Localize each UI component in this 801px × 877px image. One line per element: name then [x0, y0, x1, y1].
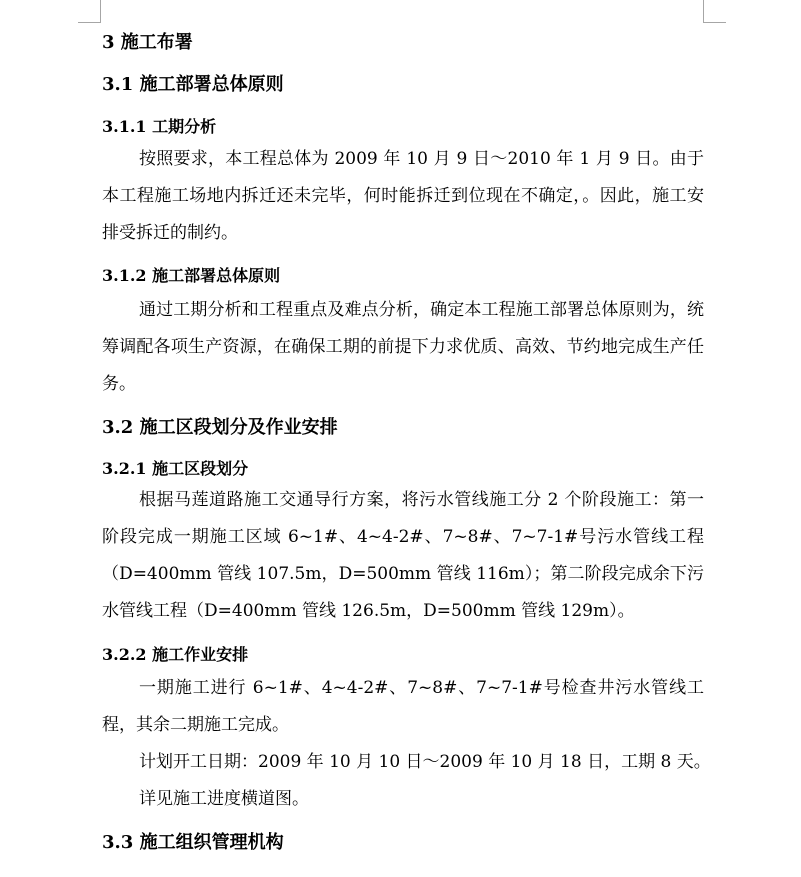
- page-corner-mark-right: [703, 0, 726, 23]
- paragraph-3-2-2-c: 详见施工进度横道图。: [139, 789, 309, 809]
- heading-3-2-2: 3.2.2 施工作业安排: [102, 645, 249, 664]
- paragraph-3-2-2-a: 一期施工进行 6~1#、4~4-2#、7~8#、7~7-1#号检查井污水管线工程，其余二期施工完成。: [102, 678, 704, 735]
- paragraph-3-2-1: 根据马莲道路施工交通导行方案，将污水管线施工分 2 个阶段施工：第一阶段完成一期施工区域 6~1#、4~4-2#、7~8#、7~7-1#号污水管线工程（D=400mm 管线 107.5m，D=500mm 管线 116m）；第二阶段完成余下污水管线工程（D=400mm 管线 126.5m，D=500mm 管线 129m）。: [102, 490, 704, 621]
- page-corner-mark-left: [78, 0, 101, 23]
- heading-3-1-2: 3.1.2 施工部署总体原则: [102, 266, 281, 285]
- paragraph-3-2-2-b: 计划开工日期：2009 年 10 月 10 日～2009 年 10 月 18 日，工期 8 天。: [139, 752, 711, 772]
- heading-3-1: 3.1 施工部署总体原则: [102, 74, 284, 95]
- paragraph-3-1-1: 按照要求，本工程总体为 2009 年 10 月 9 日～2010 年 1 月 9 日。由于本工程施工场地内拆迁还未完毕，何时能拆迁到位现在不确定，。因此，施工安排受拆迁的制约。: [102, 149, 704, 243]
- heading-chapter-3: 3 施工布署: [102, 32, 193, 53]
- paragraph-3-1-2: 通过工期分析和工程重点及难点分析，确定本工程施工部署总体原则为，统筹调配各项生产资源，在确保工期的前提下力求优质、高效、节约地完成生产任务。: [102, 300, 704, 394]
- heading-3-2: 3.2 施工区段划分及作业安排: [102, 417, 338, 438]
- heading-3-1-1: 3.1.1 工期分析: [102, 117, 217, 136]
- heading-3-3: 3.3 施工组织管理机构: [102, 832, 284, 853]
- heading-3-2-1: 3.2.1 施工区段划分: [102, 459, 249, 478]
